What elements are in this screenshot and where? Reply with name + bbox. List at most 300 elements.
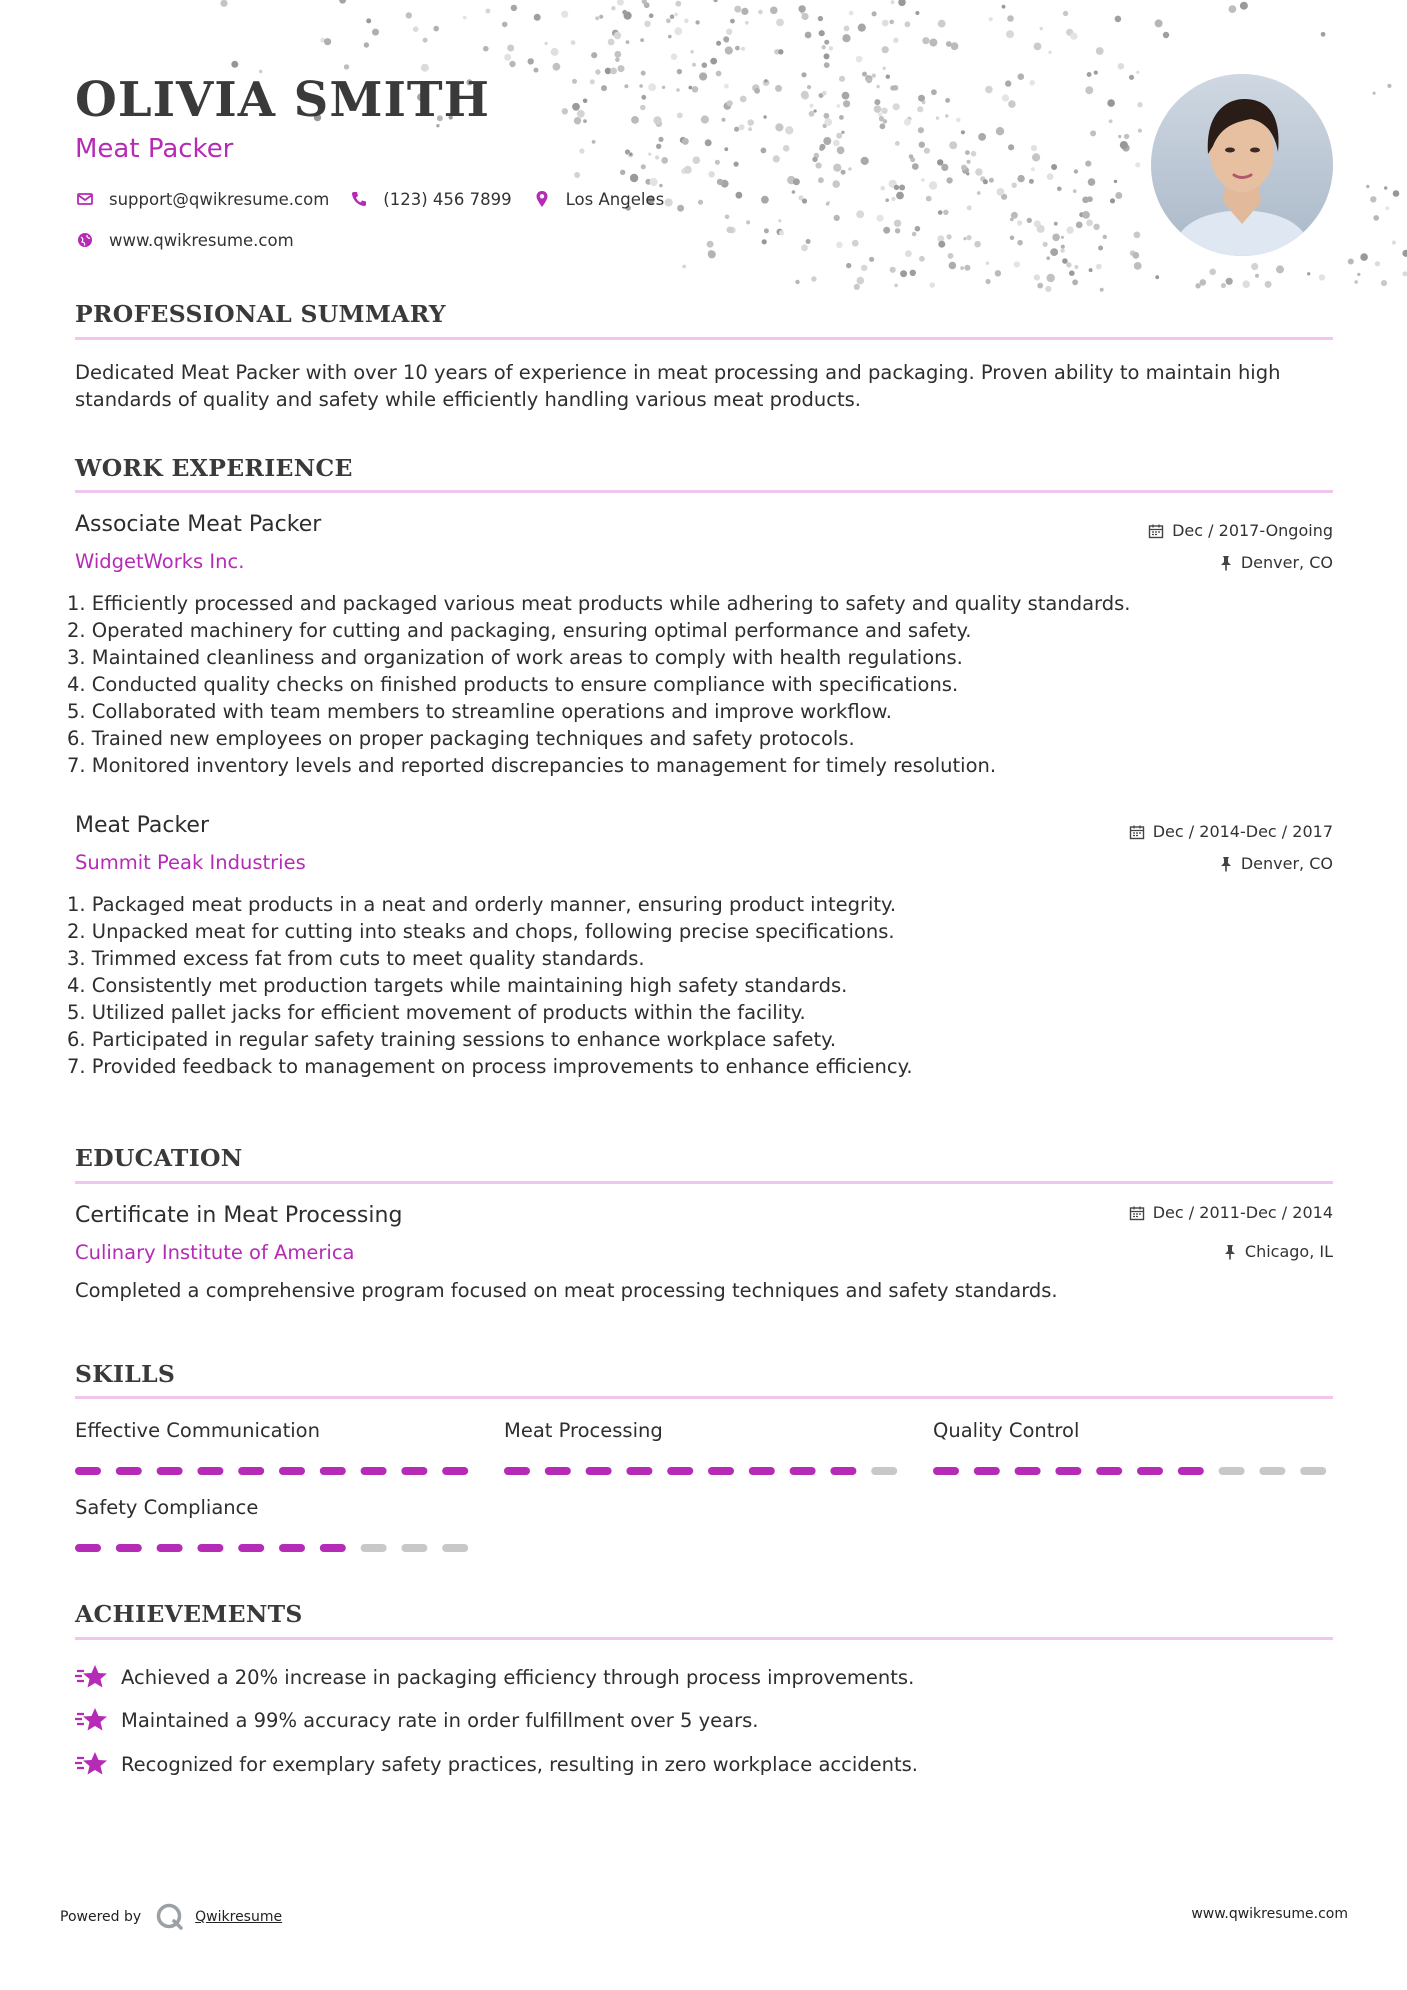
decor-dot <box>1134 262 1142 270</box>
decor-dot <box>778 219 781 222</box>
decor-dot <box>577 110 585 118</box>
decor-dot <box>1360 253 1368 261</box>
skill-name: Effective Communication <box>75 1419 320 1442</box>
decor-dot <box>963 237 966 240</box>
decor-dot <box>534 68 539 73</box>
list-item: 2. Operated machinery for cutting and packaging, ensuring optimal performance and safety. <box>67 619 972 642</box>
decor-dot <box>1085 161 1091 167</box>
decor-dot <box>776 19 784 27</box>
achievement-item <box>75 1749 918 1779</box>
education-location-text: Chicago, IL <box>1244 1242 1333 1261</box>
decor-dot <box>648 153 651 156</box>
decor-dot <box>1163 32 1169 38</box>
decor-dot <box>544 42 547 45</box>
email-icon <box>75 189 95 209</box>
decor-dot <box>843 100 850 107</box>
decor-dot <box>893 103 900 110</box>
decor-dot <box>943 210 948 215</box>
decor-dot <box>659 184 662 187</box>
skills-divider <box>75 1396 1333 1399</box>
decor-dot <box>631 116 639 124</box>
job-2-title: Meat Packer <box>75 813 210 838</box>
footer-url[interactable]: www.qwikresume.com <box>1191 1906 1348 1922</box>
decor-dot <box>1229 5 1237 13</box>
decor-dot <box>736 192 743 199</box>
decor-dot <box>583 99 588 104</box>
decor-dot <box>764 228 769 233</box>
star-icon <box>75 1705 109 1735</box>
decor-dot <box>966 235 971 240</box>
decor-dot <box>876 85 879 88</box>
contact-row-2 <box>75 230 314 250</box>
decor-dot <box>792 190 796 194</box>
decor-dot <box>727 227 734 234</box>
decor-dot <box>770 7 778 15</box>
decor-dot <box>852 240 859 247</box>
decor-dot <box>618 65 625 72</box>
decor-dot <box>1034 43 1042 51</box>
decor-dot <box>946 41 952 47</box>
decor-dot <box>878 113 882 117</box>
list-item: 7. Monitored inventory levels and reported discrepancies to management for timely resolution. <box>67 754 997 777</box>
decor-dot <box>231 61 238 68</box>
decor-dot <box>724 84 729 89</box>
decor-dot <box>614 51 621 58</box>
decor-dot <box>1094 71 1098 75</box>
decor-dot <box>626 40 630 44</box>
list-item: 7. Provided feedback to management on process improvements to enhance efficiency. <box>67 1055 913 1078</box>
experience-heading: WORK EXPERIENCE <box>75 454 353 482</box>
decor-dot <box>640 38 644 42</box>
decor-dot <box>324 38 331 45</box>
decor-dot <box>785 126 793 134</box>
decor-dot <box>574 172 580 178</box>
skill-segment-empty <box>1300 1467 1326 1475</box>
decor-dot <box>905 250 912 257</box>
skill-segment-filled <box>116 1467 142 1475</box>
job-2-date-text: Dec / 2014-Dec / 2017 <box>1152 822 1333 841</box>
decor-dot <box>421 64 429 72</box>
decor-dot <box>701 115 709 123</box>
decor-dot <box>1137 102 1142 107</box>
skill-segment-filled <box>361 1467 387 1475</box>
decor-dot <box>746 220 750 224</box>
decor-dot <box>1066 262 1071 267</box>
decor-dot <box>534 14 541 21</box>
list-item: 2. Unpacked meat for cutting into steaks and chops, following precise specifications. <box>67 920 895 943</box>
decor-dot <box>880 186 885 191</box>
decor-dot <box>795 280 799 284</box>
decor-dot <box>1010 218 1014 222</box>
summary-text: Dedicated Meat Packer with over 10 years of experience in meat processing and packaging. Proven ability to maintain high standards of quality and safety while efficiently handling various meat products. <box>75 361 1281 411</box>
decor-dot <box>504 54 511 61</box>
decor-dot <box>1087 72 1092 77</box>
decor-dot <box>1086 219 1093 226</box>
decor-dot <box>591 52 597 58</box>
decor-dot <box>674 13 678 17</box>
decor-dot <box>1265 281 1272 288</box>
decor-dot <box>802 198 807 203</box>
decor-dot <box>841 170 846 175</box>
skill-segment-filled <box>1015 1467 1041 1475</box>
decor-dot <box>716 71 722 77</box>
decor-dot <box>764 79 767 82</box>
skill-segment-empty <box>401 1544 427 1552</box>
decor-dot <box>874 105 882 113</box>
decor-dot <box>912 163 919 170</box>
decor-dot <box>1047 173 1054 180</box>
decor-dot <box>1063 11 1068 16</box>
decor-dot <box>754 88 760 94</box>
decor-dot <box>1002 94 1009 101</box>
decor-dot <box>898 0 906 6</box>
decor-dot <box>919 256 925 262</box>
decor-dot <box>726 29 732 35</box>
decor-dot <box>511 5 517 11</box>
decor-dot <box>641 95 646 100</box>
decor-dot <box>880 123 886 129</box>
decor-dot <box>829 46 834 51</box>
decor-dot <box>762 239 767 244</box>
education-description: Completed a comprehensive program focused on meat processing techniques and safety standards. <box>75 1279 1058 1302</box>
decor-dot <box>949 262 957 270</box>
qwikresume-logo-icon <box>155 1902 185 1932</box>
skill-segment-filled <box>320 1544 346 1552</box>
decor-dot <box>1017 220 1022 225</box>
decor-dot <box>366 18 371 23</box>
decor-dot <box>1061 245 1065 249</box>
decor-dot <box>1110 198 1115 203</box>
contact-phone[interactable]: (123) 456 7899 <box>383 189 512 209</box>
decor-dot <box>839 76 845 82</box>
decor-dot <box>949 141 957 149</box>
decor-dot <box>1134 232 1141 239</box>
powered-by-label: Powered by <box>60 1909 142 1925</box>
skill-segment-filled <box>442 1467 468 1475</box>
decor-dot <box>1017 240 1023 246</box>
contact-website[interactable]: www.qwikresume.com <box>109 230 294 250</box>
decor-dot <box>1354 280 1358 284</box>
decor-dot <box>507 45 514 52</box>
star-icon <box>75 1662 109 1692</box>
decor-dot <box>1018 73 1025 80</box>
decor-dot <box>857 277 865 285</box>
decor-dot <box>891 0 895 4</box>
decor-dot <box>848 167 851 170</box>
decor-dot <box>674 27 682 35</box>
decor-dot <box>1043 242 1048 247</box>
decor-dot <box>893 38 898 43</box>
decor-dot <box>653 116 661 124</box>
candidate-title: Meat Packer <box>75 134 234 164</box>
decor-dot <box>882 46 889 53</box>
decor-dot <box>1136 71 1139 74</box>
footer-branding <box>60 1902 282 1932</box>
decor-dot <box>1348 259 1354 265</box>
decor-dot <box>1070 32 1077 39</box>
decor-dot <box>1031 145 1037 151</box>
skill-segment-empty <box>1259 1467 1285 1475</box>
decor-dot <box>1129 75 1134 80</box>
contact-email[interactable]: support@qwikresume.com <box>109 189 330 209</box>
profile-photo <box>1151 74 1333 256</box>
decor-dot <box>1008 144 1014 150</box>
qwikresume-link[interactable]: Qwikresume <box>195 1909 283 1925</box>
decor-dot <box>948 253 954 259</box>
decor-dot <box>1387 84 1391 88</box>
skill-level-bar <box>75 1543 475 1553</box>
decor-dot <box>1155 275 1159 279</box>
pushpin-icon <box>1219 856 1233 872</box>
skill-segment-filled <box>401 1467 427 1475</box>
decor-dot <box>583 119 587 123</box>
decor-dot <box>986 262 989 265</box>
decor-dot <box>658 137 663 142</box>
decor-dot <box>572 103 580 111</box>
decor-dot <box>551 48 559 56</box>
decor-dot <box>996 127 1004 135</box>
skill-level-bar <box>933 1466 1333 1476</box>
decor-dot <box>614 32 621 39</box>
decor-dot <box>601 85 607 91</box>
job-2-location <box>1219 854 1333 873</box>
decor-dot <box>965 150 970 155</box>
skill-segment-filled <box>279 1544 305 1552</box>
decor-dot <box>595 16 599 20</box>
skill-segment-filled <box>197 1467 223 1475</box>
decor-dot <box>889 20 894 25</box>
skill-name: Quality Control <box>933 1419 1080 1442</box>
decor-dot <box>574 117 581 124</box>
decor-dot <box>793 178 800 185</box>
decor-dot <box>941 164 948 171</box>
list-item: 5. Collaborated with team members to streamline operations and improve workflow. <box>67 700 892 723</box>
decor-dot <box>724 147 728 151</box>
skill-segment-filled <box>116 1544 142 1552</box>
decor-dot <box>1370 196 1376 202</box>
decor-dot <box>1357 273 1360 276</box>
decor-dot <box>874 99 880 105</box>
decor-dot <box>775 123 783 131</box>
decor-dot <box>926 196 932 202</box>
decor-dot <box>723 36 729 42</box>
decor-dot <box>739 124 745 130</box>
skill-level-bar <box>75 1466 475 1476</box>
decor-dot <box>761 196 769 204</box>
decor-dot <box>748 127 752 131</box>
decor-dot <box>662 86 665 89</box>
decor-dot <box>1098 246 1103 251</box>
decor-dot <box>872 11 877 16</box>
skill-segment-filled <box>75 1467 101 1475</box>
pushpin-icon <box>1223 1244 1237 1260</box>
decor-dot <box>1276 265 1284 273</box>
decor-dot <box>1034 220 1041 227</box>
skill-segment-filled <box>75 1544 101 1552</box>
decor-dot <box>904 119 911 126</box>
decor-dot <box>834 215 840 221</box>
decor-dot <box>960 266 964 270</box>
decor-dot <box>713 0 717 2</box>
decor-dot <box>822 45 826 49</box>
skill-segment-filled <box>830 1467 856 1475</box>
decor-dot <box>433 26 439 32</box>
decor-dot <box>220 0 227 7</box>
decor-dot <box>1240 2 1248 10</box>
list-item: 5. Utilized pallet jacks for efficient movement of products within the facility. <box>67 1001 806 1024</box>
decor-dot <box>682 138 689 145</box>
decor-dot <box>1392 241 1396 245</box>
job-1-date-text: Dec / 2017-Ongoing <box>1172 521 1333 540</box>
decor-dot <box>894 185 899 190</box>
skill-segment-filled <box>545 1467 571 1475</box>
decor-dot <box>818 16 823 21</box>
location-pin-icon <box>532 189 552 209</box>
decor-dot <box>877 215 884 222</box>
skill-segment-filled <box>974 1467 1000 1475</box>
decor-dot <box>1118 135 1121 138</box>
decor-dot <box>1087 196 1093 202</box>
decor-dot <box>727 100 733 106</box>
decor-dot <box>869 257 874 262</box>
decor-dot <box>747 119 754 126</box>
decor-dot <box>344 64 349 69</box>
decor-dot <box>837 104 841 108</box>
decor-dot <box>881 108 887 114</box>
decor-dot <box>986 279 991 284</box>
decor-dot <box>702 62 708 68</box>
achievement-item <box>75 1662 914 1692</box>
decor-dot <box>641 71 646 76</box>
decor-dot <box>671 53 678 60</box>
decor-dot <box>599 15 603 19</box>
decor-dot <box>1048 51 1051 54</box>
decor-dot <box>861 157 869 165</box>
education-degree: Certificate in Meat Processing <box>75 1203 403 1228</box>
decor-dot <box>1029 179 1034 184</box>
decor-dot <box>1052 234 1060 242</box>
skill-segment-filled <box>626 1467 652 1475</box>
decor-dot <box>842 92 850 100</box>
decor-dot <box>1135 162 1140 167</box>
decor-dot <box>938 210 943 215</box>
decor-dot <box>708 171 714 177</box>
decor-dot <box>463 16 467 20</box>
decor-dot <box>886 75 890 79</box>
decor-dot <box>758 10 763 15</box>
skills-heading: SKILLS <box>75 1360 176 1388</box>
decor-dot <box>1061 236 1064 239</box>
decor-dot <box>1107 99 1115 107</box>
decor-dot <box>622 10 627 15</box>
decor-dot <box>1118 63 1125 70</box>
decor-dot <box>1074 265 1078 269</box>
skill-segment-filled <box>933 1467 959 1475</box>
decor-dot <box>572 79 577 84</box>
decor-dot <box>1155 19 1163 27</box>
decor-dot <box>1005 80 1011 86</box>
skill-segment-filled <box>1096 1467 1122 1475</box>
education-date <box>1129 1203 1333 1222</box>
decor-dot <box>891 197 895 201</box>
decor-dot <box>814 109 817 112</box>
decor-dot <box>974 241 981 248</box>
achievements-heading: ACHIEVEMENTS <box>75 1600 303 1628</box>
decor-dot <box>717 179 723 185</box>
decor-dot <box>1072 279 1078 285</box>
decor-dot <box>1002 5 1006 9</box>
decor-dot <box>1066 226 1073 233</box>
decor-dot <box>823 137 831 145</box>
list-item: 6. Participated in regular safety training sessions to enhance workplace safety. <box>67 1028 837 1051</box>
skill-name: Safety Compliance <box>75 1496 259 1519</box>
decor-dot <box>1100 288 1104 292</box>
decor-dot <box>905 21 911 27</box>
decor-dot <box>1251 263 1258 270</box>
decor-dot <box>819 30 825 36</box>
decor-dot <box>1120 141 1128 149</box>
decor-dot <box>909 154 914 159</box>
decor-dot <box>485 9 490 14</box>
decor-dot <box>641 164 646 169</box>
decor-dot <box>1319 274 1325 280</box>
decor-dot <box>921 178 925 182</box>
decor-dot <box>1221 283 1226 288</box>
decor-dot <box>1010 236 1015 241</box>
decor-dot <box>1047 274 1055 282</box>
decor-dot <box>707 241 714 248</box>
decor-dot <box>824 40 829 45</box>
star-icon <box>75 1749 109 1779</box>
decor-dot <box>705 139 712 146</box>
skill-segment-filled <box>667 1467 693 1475</box>
decor-dot <box>833 164 841 172</box>
decor-dot <box>677 113 683 119</box>
decor-dot <box>1402 250 1407 257</box>
decor-dot <box>1403 271 1407 276</box>
decor-dot <box>624 84 628 88</box>
decor-dot <box>1060 248 1064 252</box>
decor-dot <box>1226 278 1233 285</box>
decor-dot <box>1115 16 1122 23</box>
decor-dot <box>1062 258 1068 264</box>
decor-dot <box>1007 15 1014 22</box>
decor-dot <box>699 72 707 80</box>
decor-dot <box>590 79 595 84</box>
education-date-text: Dec / 2011-Dec / 2014 <box>1152 1203 1333 1222</box>
decor-dot <box>977 191 981 195</box>
education-location <box>1223 1242 1333 1261</box>
job-1-title: Associate Meat Packer <box>75 512 322 537</box>
decor-dot <box>822 91 827 96</box>
decor-dot <box>741 8 748 15</box>
decor-dot <box>1373 215 1379 221</box>
decor-dot <box>915 226 921 232</box>
decor-dot <box>945 114 948 117</box>
skill-segment-filled <box>749 1467 775 1475</box>
decor-dot <box>579 148 584 153</box>
skill-name: Meat Processing <box>504 1419 663 1442</box>
decor-dot <box>811 276 816 281</box>
decor-dot <box>894 284 898 288</box>
decor-dot <box>912 232 917 237</box>
skill-segment-filled <box>157 1544 183 1552</box>
decor-dot <box>666 18 671 23</box>
decor-dot <box>856 56 863 63</box>
decor-dot <box>611 6 615 10</box>
decor-dot <box>1050 248 1058 256</box>
decor-dot <box>1366 185 1369 188</box>
